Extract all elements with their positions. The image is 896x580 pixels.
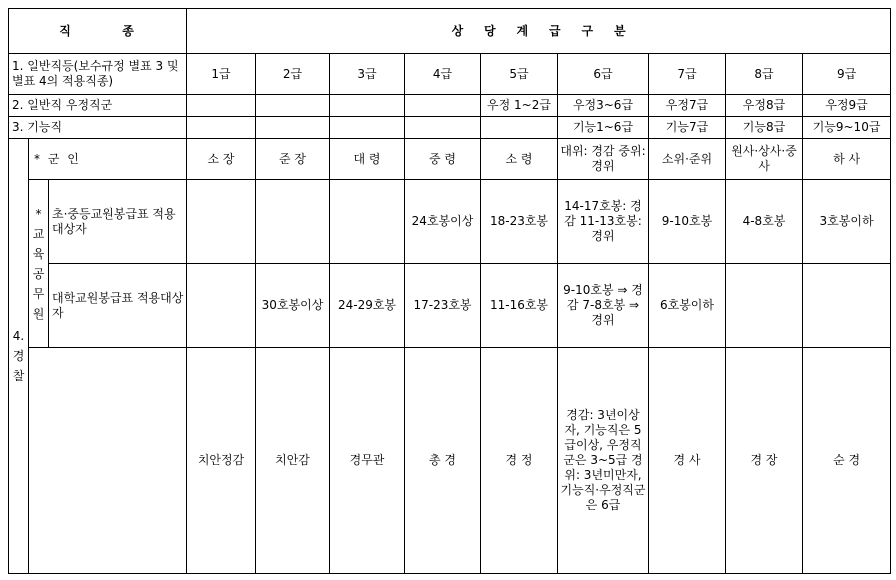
police-rank-cell: 경무관 (330, 347, 405, 573)
police-rank-row (9, 347, 891, 573)
university-teacher-label: 대학교원봉급표 적용대상자 (49, 264, 187, 348)
military-rank-cell: 소위·준위 (649, 139, 726, 180)
military-label-text: * 군 인 (34, 151, 81, 166)
postal-grade-cell: 우정7급 (649, 94, 726, 116)
technical-grade-cell (256, 116, 330, 138)
school-teacher-cell: 24호봉이상 (405, 180, 481, 264)
university-teacher-cell (726, 264, 803, 348)
grade-equivalence-document (8, 8, 890, 574)
general-grade-cell: 4급 (405, 54, 481, 94)
general-grade-cell: 7급 (649, 54, 726, 94)
university-teacher-cell: 17-23호봉 (405, 264, 481, 348)
general-grade-cell: 1급 (187, 54, 256, 94)
general-row (9, 54, 891, 94)
military-rank-cell: 소 장 (187, 139, 256, 180)
police-section-label-text: 4. 경 찰 (12, 329, 25, 384)
police-rank-cell: 경 사 (649, 347, 726, 573)
military-rank-cell: 대위: 경감 중위: 경위 (558, 139, 649, 180)
postal-grade-cell (405, 94, 481, 116)
military-row (9, 139, 891, 180)
postal-row-label: 2. 일반직 우정직군 (9, 94, 187, 116)
technical-grade-cell: 기능9~10급 (803, 116, 891, 138)
military-rank-cell: 준 장 (256, 139, 330, 180)
university-teacher-cell (803, 264, 891, 348)
general-row-label: 1. 일반직등(보수규정 별표 3 및 별표 4의 적용직종) (9, 54, 187, 94)
education-group-label (29, 180, 49, 347)
postal-grade-cell: 우정3~6급 (558, 94, 649, 116)
school-teacher-cell: 3호봉이하 (803, 180, 891, 264)
technical-row-label: 3. 기능직 (9, 116, 187, 138)
school-teacher-cell (256, 180, 330, 264)
police-rank-cell: 총 경 (405, 347, 481, 573)
police-rank-cell: 경감: 3년이상자, 기능직은 5급이상, 우정직군은 3~5급 경위: 3년미만자, 기능직·우정직군은 6급 (558, 347, 649, 573)
technical-grade-cell (187, 116, 256, 138)
university-teacher-row (9, 264, 891, 348)
technical-grade-cell: 기능1~6급 (558, 116, 649, 138)
school-teacher-cell (187, 180, 256, 264)
police-rank-cell: 치안감 (256, 347, 330, 573)
technical-grade-cell (405, 116, 481, 138)
equivalent-grade-header: 상 당 계 급 구 분 (187, 9, 891, 54)
technical-grade-cell: 기능8급 (726, 116, 803, 138)
police-section-label (9, 139, 29, 574)
grade-equivalence-table (8, 8, 891, 574)
postal-grade-cell: 우정9급 (803, 94, 891, 116)
postal-grade-cell (187, 94, 256, 116)
university-teacher-cell: 6호봉이하 (649, 264, 726, 348)
military-rank-cell: 하 사 (803, 139, 891, 180)
school-teacher-cell: 9-10호봉 (649, 180, 726, 264)
school-teacher-row (9, 180, 891, 264)
police-rank-cell: 치안정감 (187, 347, 256, 573)
university-teacher-cell: 11-16호봉 (481, 264, 558, 348)
general-grade-cell: 5급 (481, 54, 558, 94)
military-rank-cell: 대 령 (330, 139, 405, 180)
police-rank-label-blank (29, 347, 187, 573)
university-teacher-cell: 30호봉이상 (256, 264, 330, 348)
school-teacher-cell: 4-8호봉 (726, 180, 803, 264)
technical-grade-cell (481, 116, 558, 138)
police-rank-cell: 경 장 (726, 347, 803, 573)
table-header-row (9, 9, 891, 54)
postal-grade-cell: 우정8급 (726, 94, 803, 116)
general-grade-cell: 3급 (330, 54, 405, 94)
university-teacher-cell: 9-10호봉 ⇒ 경감 7-8호봉 ⇒ 경위 (558, 264, 649, 348)
military-row-label (29, 139, 187, 180)
education-group-label-text: * 교육공무원 (32, 206, 45, 321)
postal-row (9, 94, 891, 116)
school-teacher-cell: 18-23호봉 (481, 180, 558, 264)
technical-grade-cell (330, 116, 405, 138)
general-grade-cell: 2급 (256, 54, 330, 94)
technical-grade-cell: 기능7급 (649, 116, 726, 138)
military-rank-cell: 소 령 (481, 139, 558, 180)
job-type-header: 직 종 (9, 9, 187, 54)
technical-row (9, 116, 891, 138)
school-teacher-cell: 14-17호봉: 경감 11-13호봉: 경위 (558, 180, 649, 264)
university-teacher-cell: 24-29호봉 (330, 264, 405, 348)
general-grade-cell: 8급 (726, 54, 803, 94)
postal-grade-cell (330, 94, 405, 116)
military-rank-cell: 원사·상사·중사 (726, 139, 803, 180)
school-teacher-cell (330, 180, 405, 264)
police-rank-cell: 경 정 (481, 347, 558, 573)
university-teacher-cell (187, 264, 256, 348)
police-rank-cell: 순 경 (803, 347, 891, 573)
general-grade-cell: 6급 (558, 54, 649, 94)
general-grade-cell: 9급 (803, 54, 891, 94)
military-rank-cell: 중 령 (405, 139, 481, 180)
postal-grade-cell: 우정 1~2급 (481, 94, 558, 116)
school-teacher-label: 초·중등교원봉급표 적용대상자 (49, 180, 187, 264)
postal-grade-cell (256, 94, 330, 116)
